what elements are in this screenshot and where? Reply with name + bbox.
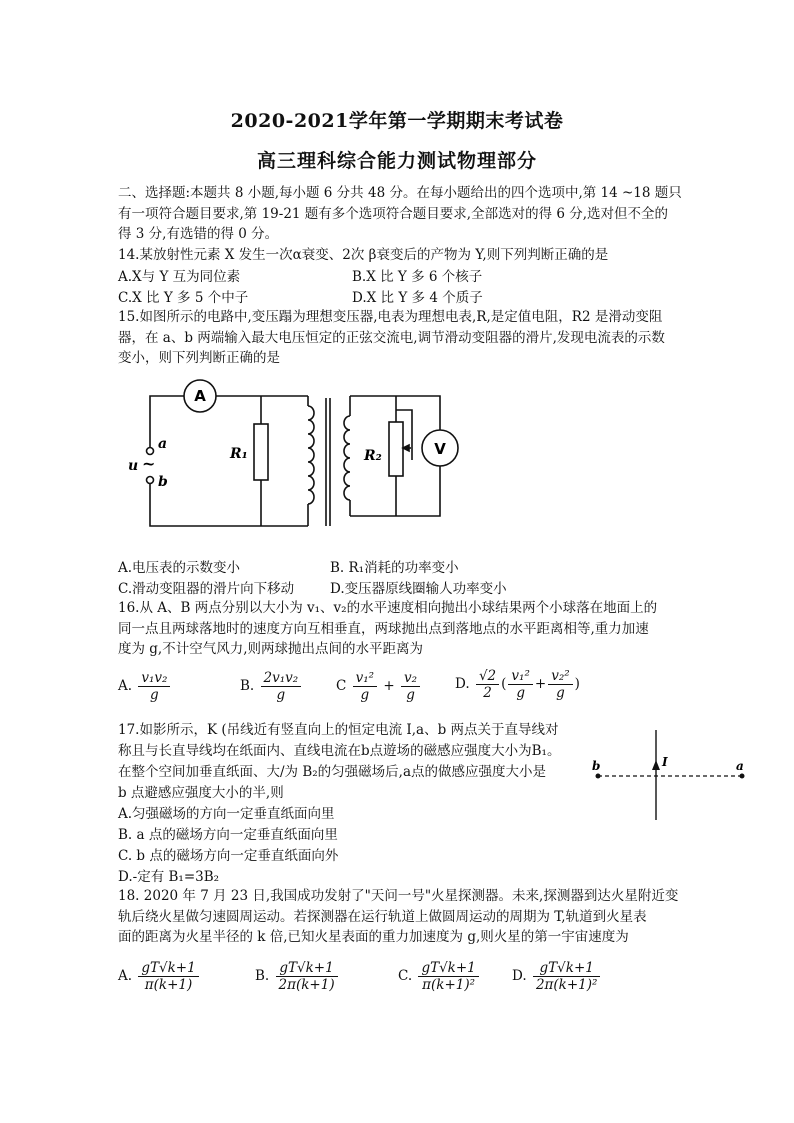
point-b-label: b (592, 759, 601, 773)
stem-line: 16.从 A、B 两点分别以大小为 v₁、v₂的水平速度相向抛出小球结果两个小球落在地面上的 (118, 600, 658, 616)
numerator: 2v₁v₂ (261, 670, 302, 687)
fraction (276, 960, 338, 993)
q15-option-c: C.滑动变阻器的滑片向下移动 (118, 581, 295, 597)
question-16-stem (118, 598, 683, 660)
q15-option-d: D.变压器原线圈输人功率变小 (330, 581, 507, 597)
paren-open: ( (501, 676, 507, 692)
stem-line: 同一点且两球落地时的速度方向互相垂直，两球抛出点到落地点的水平距离相等,重力加速 (118, 620, 649, 637)
numerator: gT√k+1 (276, 960, 338, 977)
fraction (353, 670, 377, 703)
stem-line: 17.如影所示，K (吊线近有竖直向上的恒定电流 I,a、b 两点关于直导线对 (118, 722, 559, 738)
r1-label: R₁ (230, 446, 248, 462)
fraction (138, 670, 170, 703)
fraction (261, 670, 302, 703)
numerator: v₁v₂ (138, 670, 170, 687)
option-label: A. (118, 968, 133, 984)
option-label: C. (398, 968, 413, 984)
option-label: A. (118, 678, 133, 694)
question-14-stem: 14.某放射性元素 X 发生一次α衰变、2次 β衰变后的产物为 Y,则下列判断正确的是 (118, 247, 609, 263)
stem-line: 器，在 a、b 两端输入最大电压恒定的正弦交流电,调节滑动变阻器的滑片,发现电流表的示数 (118, 329, 665, 346)
q14-option-a: A.X与 Y 互为同位素 (118, 269, 241, 285)
q17-option-d: D.-定有 B₁=3B₂ (118, 869, 220, 885)
plus-sign: + (534, 676, 547, 692)
question-15-stem (118, 307, 683, 369)
fraction (138, 960, 198, 993)
q16-option-b (240, 670, 303, 703)
fraction (508, 668, 532, 701)
fraction (548, 668, 572, 701)
q14-option-b: B.X 比 Y 多 6 个核子 (352, 269, 483, 285)
fraction (533, 960, 601, 993)
numerator: √2 (476, 668, 499, 685)
wire-field-diagram (586, 726, 756, 822)
q14-option-c: C.X 比 Y 多 5 个中子 (118, 290, 249, 306)
plus-sign: + (383, 678, 395, 694)
denominator: g (276, 687, 286, 703)
fraction (476, 668, 499, 701)
option-label: C (336, 678, 347, 694)
point-a-label: a (736, 759, 744, 773)
numerator: v₁² (353, 670, 377, 687)
question-18-stem (118, 886, 683, 948)
q18-option-d (512, 960, 602, 993)
option-label: B. (240, 678, 255, 694)
denominator: g (516, 685, 525, 701)
section-intro (118, 183, 683, 245)
stem-line: 在整个空间加垂直纸面、大/为 B₂的匀强磁场后,a点的做感应强度大小是 (118, 764, 547, 780)
numerator: gT√k+1 (138, 960, 198, 977)
q16-option-c (336, 670, 422, 703)
fraction (418, 960, 478, 993)
q18-option-b (255, 960, 340, 993)
q15-option-a: A.电压表的示数变小 (118, 560, 241, 576)
option-label: D. (455, 676, 470, 692)
section-line: 二、选择题:本题共 8 小题,每小题 6 分共 48 分。在每小题给出的四个选项中,第 14 ~18 题只 (118, 185, 682, 201)
exam-subtitle: 高三理科综合能力测试物理部分 (256, 150, 537, 172)
paren-close: ) (574, 676, 580, 692)
q18-option-c (398, 960, 481, 993)
stem-line: 15.如图所示的电路中,变压蹋为理想变压器,电表为理想电表,R,是定值电阻，R2 是滑动变阻 (118, 309, 663, 325)
terminal-a-label: a (158, 436, 168, 452)
stem-line: 18. 2020 年 7 月 23 日,我国成功发射了"天问一号"火星探测器。未来,探测器到达火星附近变 (118, 888, 679, 904)
denominator: π(k+1)² (422, 977, 476, 993)
voltmeter-label: V (434, 440, 446, 458)
stem-line: 称且与长直导线均在纸面内、直线电流在b点遊场的磁感应强度大小为B₁。 (118, 743, 561, 759)
denominator: π(k+1) (144, 977, 193, 993)
question-17-stem (118, 720, 588, 888)
ac-symbol: ~ (142, 454, 156, 473)
section-line: 得 3 分,有选错的得 0 分。 (118, 226, 279, 242)
numerator: gT√k+1 (533, 960, 601, 977)
denominator: 2π(k+1) (278, 977, 335, 993)
r2-label: R₂ (364, 448, 382, 464)
q17-option-c: C. b 点的磁场方向一定垂直纸面向外 (118, 848, 339, 864)
section-line: 有一项符合题目要求,第 19-21 题有多个选项符合题目要求,全部选对的得 6 分,选对但不全的 (118, 205, 669, 222)
denominator: g (360, 687, 370, 703)
q15-option-b: B. R₁消耗的功率变小 (330, 560, 459, 576)
transformer-circuit-diagram (118, 370, 478, 540)
q14-option-d: D.X 比 Y 多 4 个质子 (352, 290, 483, 306)
q17-option-a: A.匀强磁场的方向一定垂直纸面向里 (118, 806, 335, 822)
current-label: I (662, 755, 668, 769)
ammeter-label: A (194, 387, 206, 405)
fraction (401, 670, 420, 703)
exam-title: 2020-2021学年第一学期期末考试卷 (230, 110, 564, 132)
stem-line: 面的距离为火星半径的 k 倍,已知火星表面的重力加速度为 g,则火星的第一宇宙速度为 (118, 929, 629, 945)
option-label: D. (512, 968, 527, 984)
numerator: v₂ (401, 670, 420, 687)
numerator: gT√k+1 (418, 960, 478, 977)
numerator: v₁² (508, 668, 532, 685)
denominator: 2π(k+1)² (535, 977, 598, 993)
numerator: v₂² (548, 668, 572, 685)
denominator: g (556, 685, 565, 701)
stem-line: 度为 g,不计空气风力,则两球抛出点间的水平距离为 (118, 641, 424, 657)
denominator: 2 (483, 685, 492, 701)
source-label: u (128, 458, 139, 474)
q17-option-b: B. a 点的磁场方向一定垂直纸面向里 (118, 827, 338, 843)
q16-option-a (118, 670, 172, 703)
option-label: B. (255, 968, 270, 984)
q18-option-a (118, 960, 201, 993)
stem-line: 变小，则下列判断正确的是 (118, 350, 280, 366)
stem-line: b 点避感应强度大小的半,则 (118, 785, 284, 801)
terminal-b-label: b (158, 474, 168, 490)
denominator: g (150, 687, 159, 703)
stem-line: 轨后绕火星做匀速圆周运动。若探测器在运行轨道上做圆周运动的周期为 T,轨道到火星表 (118, 908, 647, 925)
denominator: g (406, 687, 415, 703)
q16-option-d (455, 668, 580, 701)
